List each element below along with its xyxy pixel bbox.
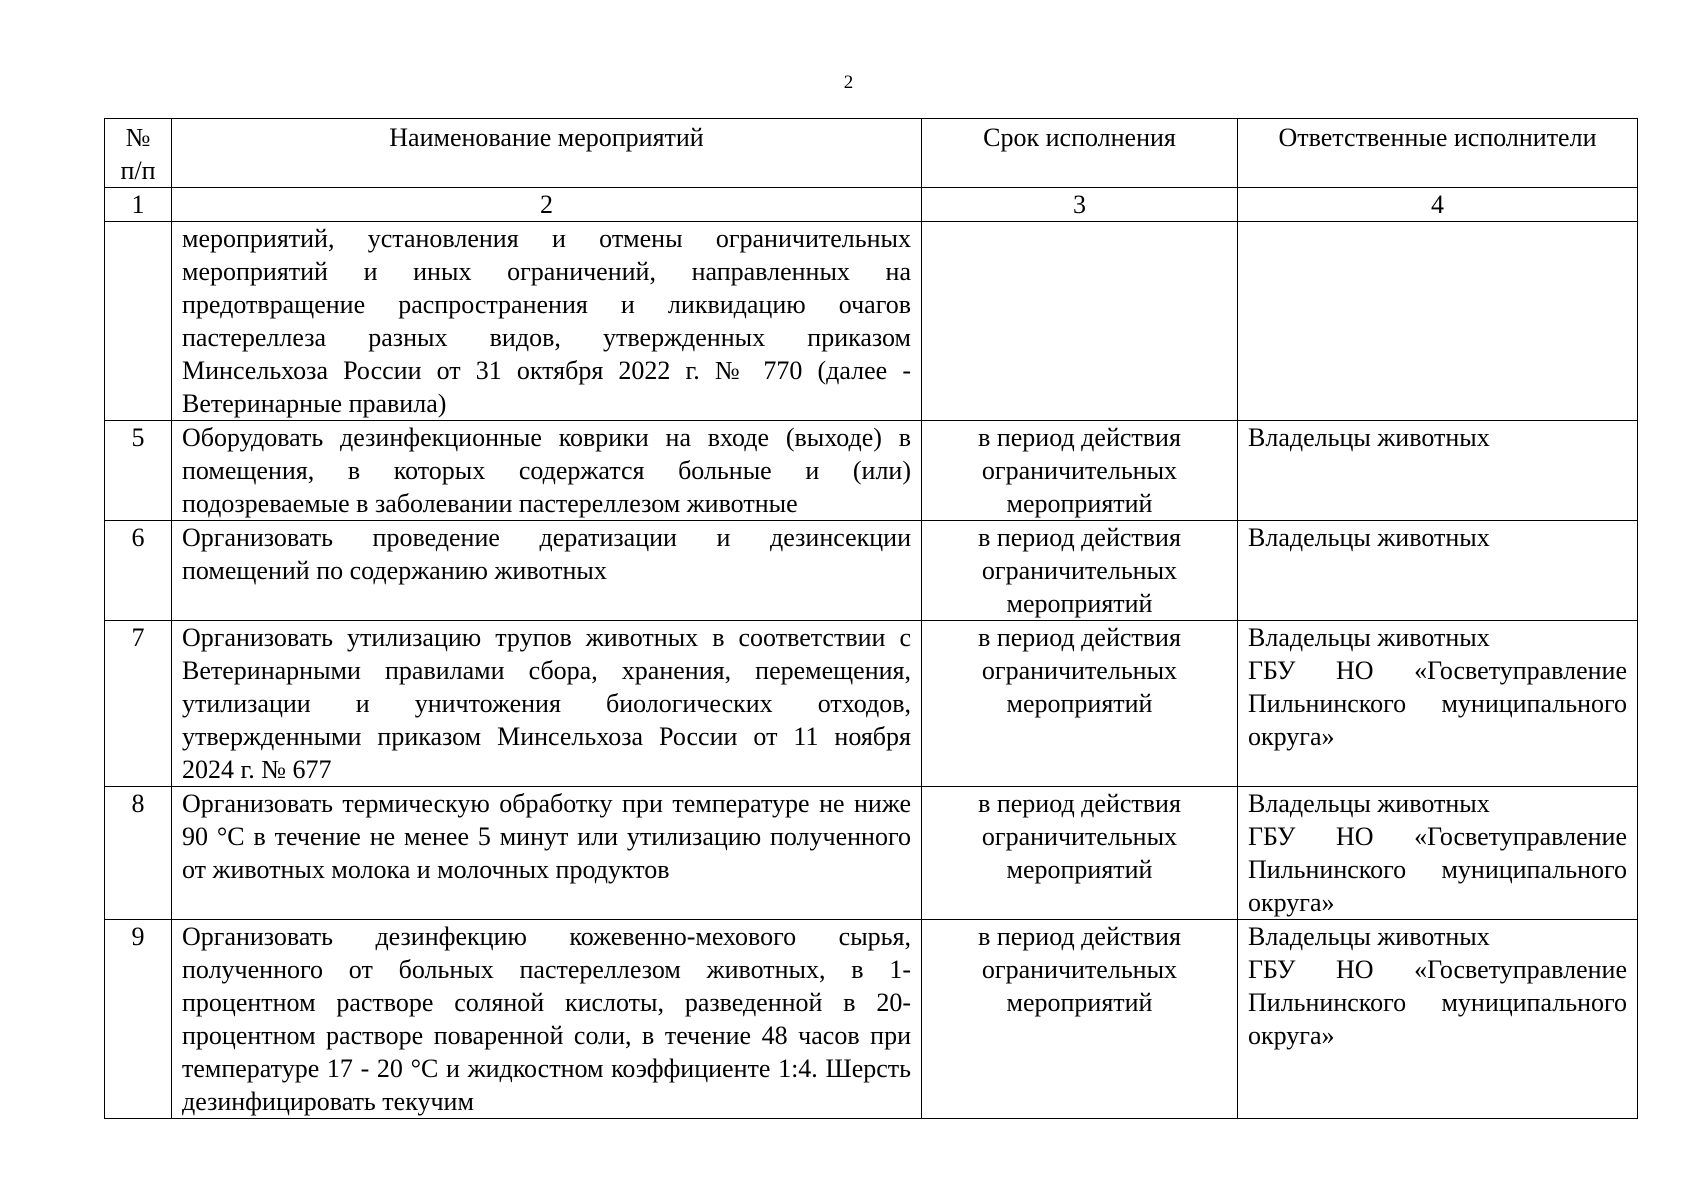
column-index: 2	[172, 188, 922, 222]
responsible-entry: ГБУ НО «Госветуправление Пильнинского муниципального округа»	[1248, 955, 1627, 1050]
responsible-entry: ГБУ НО «Госветуправление Пильнинского муниципального округа»	[1248, 822, 1627, 917]
measure-term	[922, 222, 1238, 421]
measure-responsible	[1238, 621, 1638, 787]
measure-responsible	[1238, 521, 1638, 621]
measure-term: в период действия ограничительных мероприятий	[922, 787, 1238, 920]
measure-term: в период действия ограничительных мероприятий	[922, 621, 1238, 787]
header-responsible: Ответственные исполнители	[1238, 119, 1638, 188]
responsible-entry: Владельцы животных	[1248, 789, 1490, 818]
measure-responsible	[1238, 920, 1638, 1119]
measure-responsible	[1238, 787, 1638, 920]
column-index: 4	[1238, 188, 1638, 222]
table-row	[105, 222, 1638, 421]
row-number	[105, 222, 172, 421]
row-number: 9	[105, 920, 172, 1119]
measure-responsible	[1238, 222, 1638, 421]
responsible-entry: Владельцы животных	[1248, 423, 1490, 452]
column-index-row	[105, 188, 1638, 222]
row-number: 6	[105, 521, 172, 621]
measure-term: в период действия ограничительных мероприятий	[922, 920, 1238, 1119]
header-number: № п/п	[105, 119, 172, 188]
table-row	[105, 621, 1638, 787]
table-header-row	[105, 119, 1638, 188]
measure-name: Оборудовать дезинфекционные коврики на входе (выходе) в помещения, в которых содержатся больные и (или) подозреваемые в заболевании пастереллезом животные	[172, 421, 922, 521]
responsible-entry: Владельцы животных	[1248, 922, 1490, 951]
measure-name: Организовать дезинфекцию кожевенно-мехового сырья, полученного от больных пастереллезом животных, в 1-процентном растворе соляной кислоты, разведенной в 20-процентном растворе поваренной соли, в течение 48 часов при температуре 17 - 20 °С и жидкостном коэффициенте 1:4. Шерсть дезинфицировать текучим	[172, 920, 922, 1119]
measure-name: Организовать утилизацию трупов животных в соответствии с Ветеринарными правилами сбора, хранения, перемещения, утилизации и уничтожения биологических отходов, утвержденными приказом Минсельхоза России от 11 ноября 2024 г. № 677	[172, 621, 922, 787]
responsible-entry: ГБУ НО «Госветуправление Пильнинского муниципального округа»	[1248, 656, 1627, 751]
column-index: 1	[105, 188, 172, 222]
responsible-entry: Владельцы животных	[1248, 623, 1490, 652]
measure-term: в период действия ограничительных мероприятий	[922, 421, 1238, 521]
measure-name: Организовать термическую обработку при температуре не ниже 90 °С в течение не менее 5 минут или утилизацию полученного от животных молока и молочных продуктов	[172, 787, 922, 920]
measure-responsible	[1238, 421, 1638, 521]
table-row	[105, 521, 1638, 621]
column-index: 3	[922, 188, 1238, 222]
table-row	[105, 920, 1638, 1119]
measure-name: Организовать проведение дератизации и дезинсекции помещений по содержанию животных	[172, 521, 922, 621]
measures-table	[104, 118, 1638, 1119]
header-term: Срок исполнения	[922, 119, 1238, 188]
measure-term: в период действия ограничительных мероприятий	[922, 521, 1238, 621]
row-number: 8	[105, 787, 172, 920]
table-row	[105, 421, 1638, 521]
header-measure-name: Наименование мероприятий	[172, 119, 922, 188]
table-row	[105, 787, 1638, 920]
measure-name: мероприятий, установления и отмены ограничительных мероприятий и иных ограничений, направленных на предотвращение распространения и ликвидацию очагов пастереллеза разных видов, утвержденных приказом Минсельхоза России от 31 октября 2022 г. № 770 (далее - Ветеринарные правила)	[172, 222, 922, 421]
row-number: 5	[105, 421, 172, 521]
page-number: 2	[843, 72, 854, 93]
row-number: 7	[105, 621, 172, 787]
responsible-entry: Владельцы животных	[1248, 523, 1490, 552]
